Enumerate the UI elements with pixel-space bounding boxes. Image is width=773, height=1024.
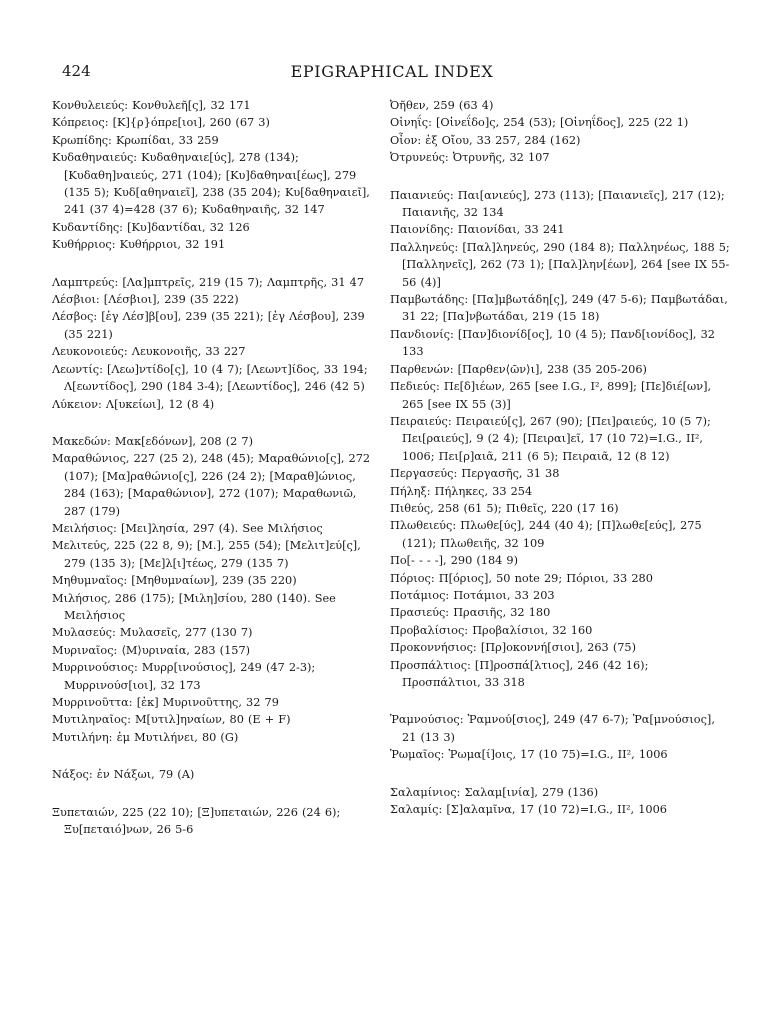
index-entry: Λέσβιοι: [Λέσβιοι], 239 (35 222) <box>52 293 239 307</box>
index-entry: Ῥαμνούσιος: Ῥαμνού[σιος], 249 (47 6-7); Ῥα[μνούσιος], 21 (13 3) <box>390 713 715 744</box>
index-entry: Ὀτρυνεύς: Ὀτρυνῆς, 32 107 <box>390 151 550 165</box>
index-entry: Πόριος: Π[όριος], 50 note 29; Πόριοι, 33 280 <box>390 571 653 585</box>
index-entry: Προκοννήσιος: [Πρ]οκοννή[σιοι], 263 (75) <box>390 641 637 655</box>
section-gap <box>52 254 374 274</box>
index-entry: Παμβωτάδης: [Πα]μβωτάδη[ς], 249 (47 5-6); Παμβωτάδαι, 31 22; [Πα]νβωτάδαι, 219 (15 18) <box>390 293 728 324</box>
index-entry: Λέσβος: [ἐγ Λέσ]β[ου], 239 (35 221); [ἐγ Λέσβου], 239 (35 221) <box>52 310 365 341</box>
index-entry: Μαραθώνιος, 227 (25 2), 248 (45); Μαραθώνιο[ς], 272 (107); [Μα]ραθώνιο[ς], 226 (24 2); [Μαραθ]ώνιος, 284 (163); [Μαραθώνιον], 272 (107); Μαραθωνιῶ, 287 (179) <box>52 452 371 518</box>
index-entry: Οἰνηΐς: [Οἰνεΐδο]ς, 254 (53); [Οἰνηΐδος], 225 (22 1) <box>390 116 689 130</box>
index-entry: Προβαλίσιος: Προβαλίσιοι, 32 160 <box>390 623 593 637</box>
left-column <box>52 97 374 838</box>
index-entry: Κυδαθηναιεύς: Κυδαθηναιε[ύς], 278 (134); [Κυδαθη]ναιεύς, 271 (104); [Κυ]δαθηναι[έως], 279 (135 5); Κυδ[αθηναιεῖ], 238 (35 204); Κυ[δαθηναιεῖ], 241 (37 4)=428 (37 6); Κυδαθηναιῆς, 32 147 <box>52 151 370 217</box>
index-entry: Μυρρινούσιος: Μυρρ[ινούσιος], 249 (47 2-3); Μυρρινούσ[ιοι], 32 173 <box>52 661 316 692</box>
index-entry: Μακεδών: Μακ[εδόνων], 208 (2 7) <box>52 434 253 448</box>
index-entry: Λεωντίς: [Λεω]ντίδο[ς], 10 (4 7); [Λεωντ]ίδος, 33 194; Λ[εωντίδος], 290 (184 3-4); [Λεωντίδος], 246 (42 5) <box>52 362 368 394</box>
section-gap <box>52 746 374 766</box>
index-entry: Κρωπίδης: Κρωπίδαι, 33 259 <box>52 133 219 147</box>
right-column <box>390 97 730 818</box>
section-gap <box>390 691 730 711</box>
index-entry: Πο[- - - -], 290 (184 9) <box>390 554 518 568</box>
index-entry: Κυδαντίδης: [Κυ]δαντίδαι, 32 126 <box>52 220 250 234</box>
index-entry: Μελιτεύς, 225 (22 8, 9); [Μ.], 255 (54); [Μελιτ]εύ[ς], 279 (135 3); [Με]λ[ι]τέως, 279 (135 7) <box>52 539 361 570</box>
index-entry: Μηθυμναῖος: [Μηθυμναίων], 239 (35 220) <box>52 574 297 588</box>
index-entry: Σαλαμίνιος: Σαλαμ[ινία], 279 (136) <box>390 785 599 799</box>
index-entry: Πιθεύς, 258 (61 5); Πιθεῖς, 220 (17 16) <box>390 501 619 515</box>
index-entry: Παιονίδης: Παιονίδαι, 33 241 <box>390 223 565 237</box>
index-entry: Λευκονοιεύς: Λευκονοιῆς, 33 227 <box>52 345 246 359</box>
index-entry: Παλληνεύς: [Παλ]ληνεύς, 290 (184 8); Παλληνέως, 188 5; [Παλληνεῖς], 262 (73 1); [Παλ]λην[έων], 264 [see IX 55-56 (4)] <box>390 240 730 289</box>
section-gap <box>390 167 730 187</box>
page-title: EPIGRAPHICAL INDEX <box>290 62 494 81</box>
index-entry: Πήληξ: Πήληκες, 33 254 <box>390 484 533 498</box>
index-entry: Κυθήρριος: Κυθήρριοι, 32 191 <box>52 238 226 252</box>
index-entry: Μυτιλήνη: ἐμ Μυτιλήνει, 80 (G) <box>52 730 239 744</box>
index-entry: Μυρρινοῦττα: [ἐκ] Μυρινοῦττης, 32 79 <box>52 696 279 709</box>
index-entry: Ξυπεταιών, 225 (22 10); [Ξ]υπεταιών, 226 (24 6); Ξυ[πεταιό]νων, 26 5-6 <box>52 805 341 837</box>
index-entry: Πλωθειεύς: Πλωθε[ύς], 244 (40 4); [Π]λωθε[εύς], 275 (121); Πλωθειῆς, 32 109 <box>390 519 702 550</box>
index-entry: Σαλαμίς: [Σ]αλαμῖνα, 17 (10 72)=I.G., II², 1006 <box>390 803 667 817</box>
index-entry: Μειλήσιος: [Μει]λησία, 297 (4). See Μιλήσιος <box>52 521 323 535</box>
index-entry: Οἶον: ἐξ Οἴου, 33 257, 284 (162) <box>390 133 581 147</box>
index-entry: Κόπρειος: [Κ]{ρ}όπρε[ιοι], 260 (67 3) <box>52 116 270 130</box>
index-entry: Παρθενών: [Παρθεν⟨ῶν⟩ι], 238 (35 205-206) <box>390 362 647 376</box>
index-entry: Προσπάλτιος: [Π]ροσπά[λτιος], 246 (42 16); Προσπάλτιοι, 33 318 <box>390 658 649 689</box>
index-entry: Μυτιληναῖος: Μ[υτιλ]ηναίων, 80 (E + F) <box>52 713 291 727</box>
index-entry: Παιανιεύς: Παι[ανιεύς], 273 (113); [Παιανιεῖς], 217 (12); Παιανιῆς, 32 134 <box>390 188 725 220</box>
section-gap <box>52 784 374 804</box>
index-entry: Περγασεύς: Περγασῆς, 31 38 <box>390 467 560 481</box>
index-entry: Μυλασεύς: Μυλασεῖς, 277 (130 7) <box>52 626 253 640</box>
index-entry: Λύκειον: Λ[υκείωι], 12 (8 4) <box>52 397 215 411</box>
index-entry: Πεδιεύς: Πε[δ]ιέων, 265 [see I.G., I², 899]; [Πε]διέ[ων], 265 [see IX 55 (3)] <box>390 380 712 411</box>
index-entry: Πρασιεύς: Πρασιῆς, 32 180 <box>390 606 551 620</box>
index-entry: Πανδιονίς: [Παν]διονίδ[ος], 10 (4 5); Πανδ[ιονίδος], 32 133 <box>390 327 715 359</box>
index-entry: Πειραιεύς: Πειραιεύ[ς], 267 (90); [Πει]ραιεύς, 10 (5 7); Πει[ραιεύς], 9 (2 4); [Πειραι]εῖ, 17 (10 72)=I.G., II², 1006; Πει[ρ]αιᾶ, 211 (6 5); Πειραιᾶ, 12 (8 12) <box>390 414 711 463</box>
index-entry: Νάξος: ἐν Νάξωι, 79 (A) <box>52 768 195 782</box>
index-entry: Ὀῆθεν, 259 (63 4) <box>390 99 494 112</box>
index-entry: Μυριναῖος: ⟨Μ⟩υριναία, 283 (157) <box>52 643 251 657</box>
section-gap <box>52 413 374 433</box>
index-entry: Λαμπτρεύς: [Λα]μπτρεῖς, 219 (15 7); Λαμπτρῆς, 31 47 <box>52 275 365 289</box>
index-entry: Μιλήσιος, 286 (175); [Μιλη]σίου, 280 (140). See Μειλήσιος <box>52 591 336 622</box>
section-gap <box>390 764 730 784</box>
index-entry: Ποτάμιος: Ποτάμιοι, 33 203 <box>390 588 555 602</box>
index-entry: Κονθυλειεύς: Κονθυλεῆ[ς], 32 171 <box>52 99 251 112</box>
page-header <box>62 62 722 84</box>
index-entry: Ῥωμαῖος: Ῥωμα[ί]οις, 17 (10 75)=I.G., II², 1006 <box>390 748 668 762</box>
page-number: 424 <box>62 62 91 80</box>
